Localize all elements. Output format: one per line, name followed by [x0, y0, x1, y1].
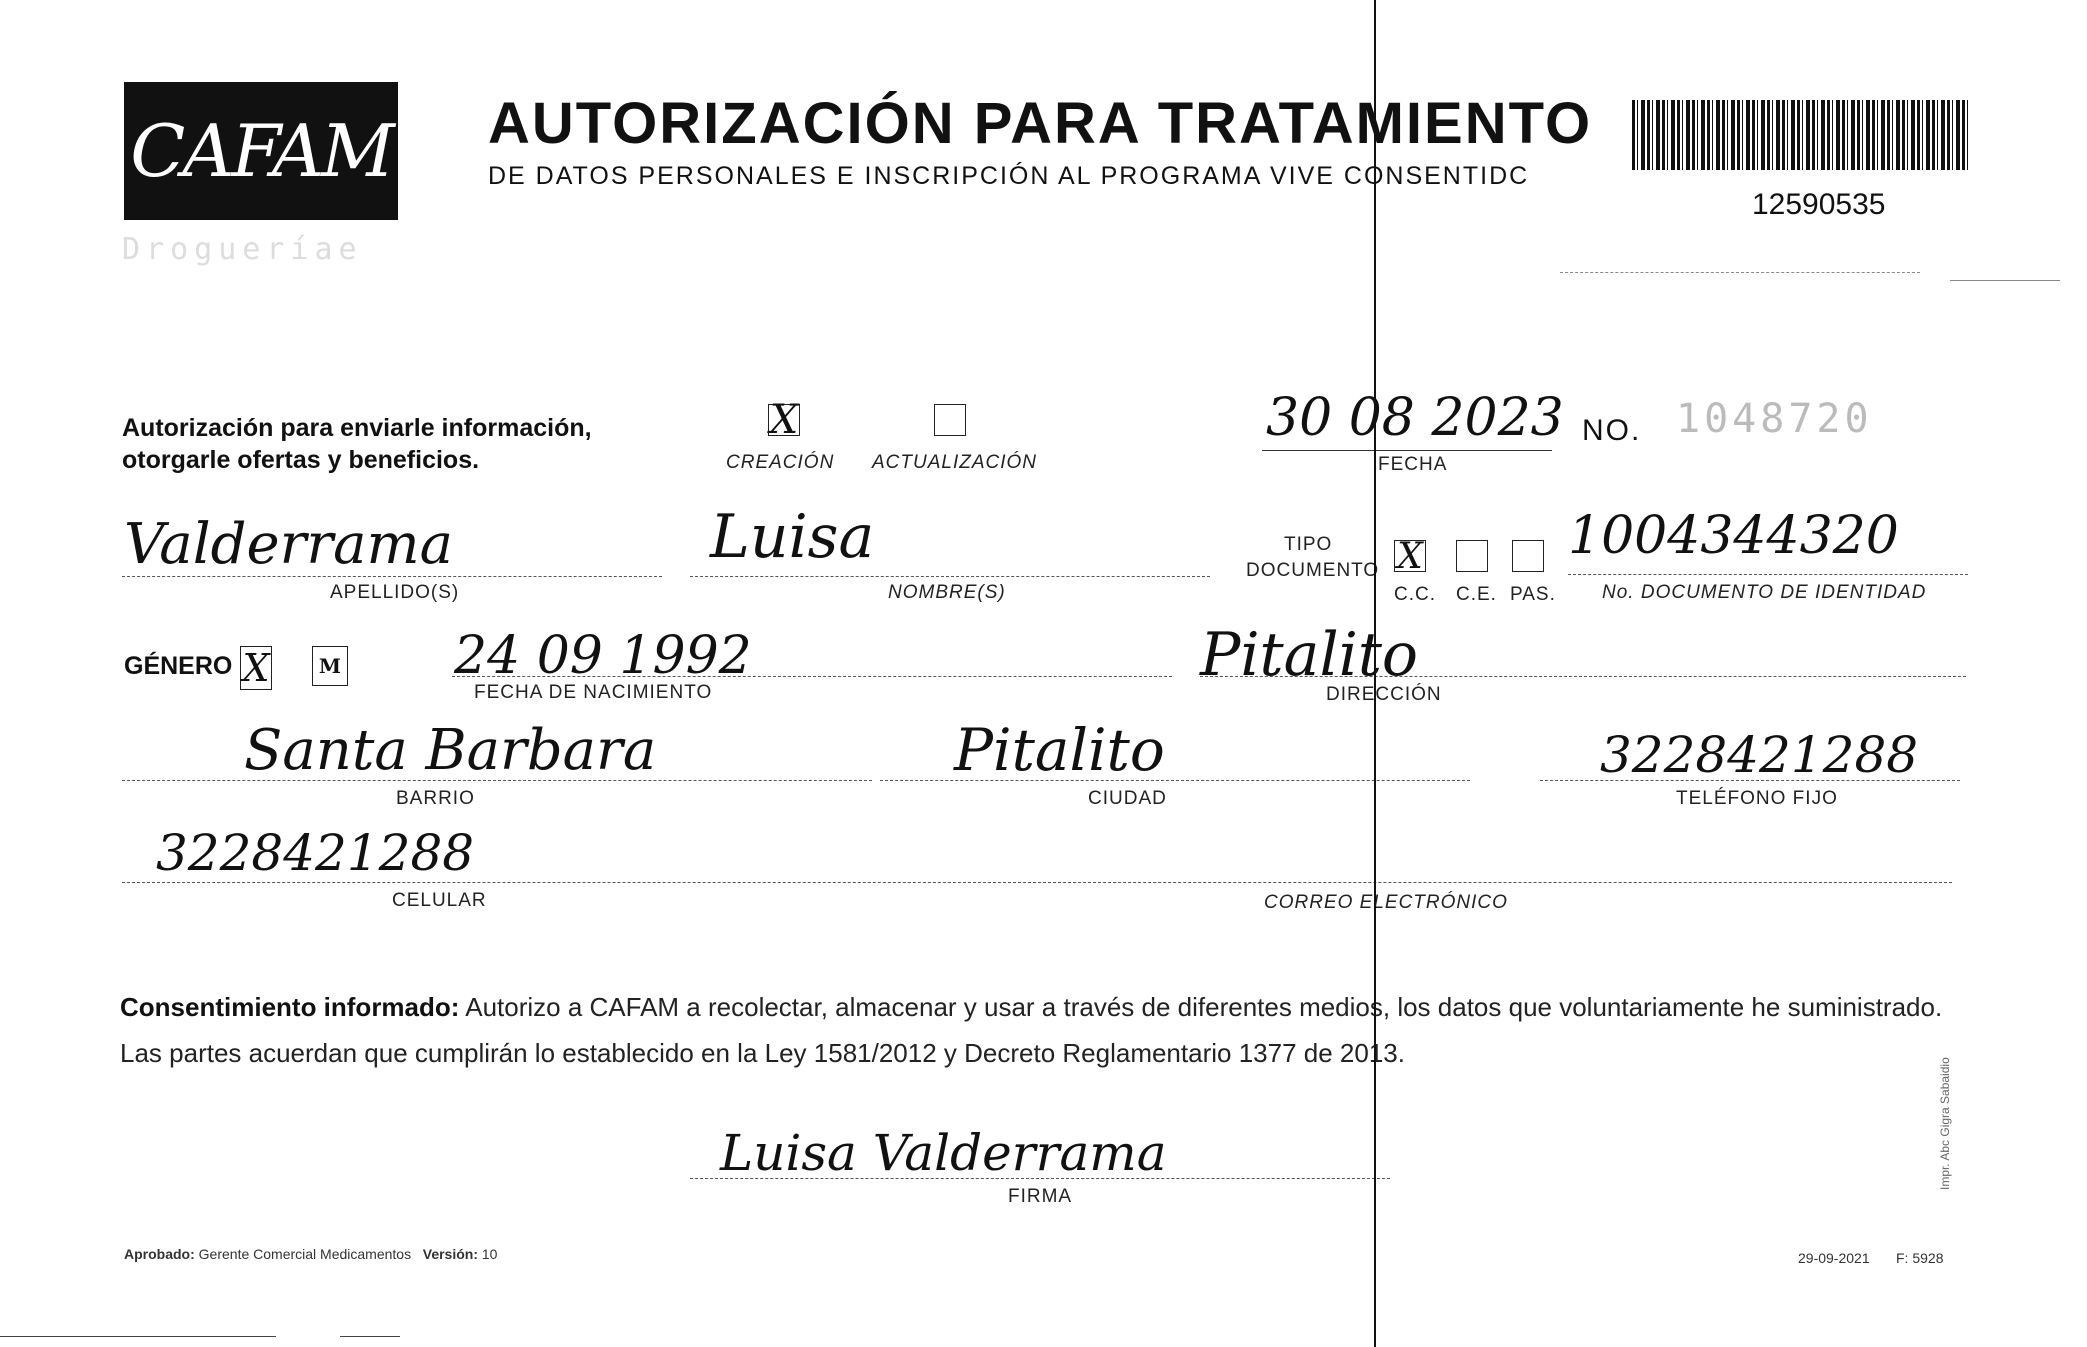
tipo-doc-label-2: DOCUMENTO: [1246, 560, 1380, 581]
barrio-value: Santa Barbara: [244, 718, 657, 783]
document-subtitle: DE DATOS PERSONALES E INSCRIPCIÓN AL PROGRAMA VIVE CONSENTIDC: [488, 162, 1530, 190]
celular-correo-line: [122, 882, 1952, 883]
creacion-mark: X: [769, 397, 799, 443]
footer-approved: [124, 1246, 497, 1262]
auth-text-line1: Autorización para enviarle información,: [122, 414, 592, 442]
logo-text: CAFAM: [130, 109, 392, 193]
direccion-value: Pitalito: [1200, 620, 1419, 690]
genero-f-checkbox[interactable]: [240, 646, 272, 690]
pas-checkbox[interactable]: [1512, 540, 1544, 572]
consent-heading: Consentimiento informado:: [120, 992, 460, 1022]
nacimiento-value: 24 09 1992: [454, 626, 752, 686]
ciudad-value: Pitalito: [954, 716, 1165, 784]
direccion-line: [1200, 676, 1966, 677]
barcode-number: 12590535: [1752, 188, 1886, 221]
barcode: [1632, 100, 1968, 170]
nombre-line: [690, 576, 1210, 577]
pas-label: PAS.: [1510, 584, 1556, 605]
creacion-label: CREACIÓN: [726, 452, 835, 473]
doc-number-label: No. DOCUMENTO DE IDENTIDAD: [1602, 582, 1927, 603]
fecha-line: [1262, 450, 1552, 451]
side-print-text: Impr. Abc Gigra Sabaidio: [1938, 1057, 1952, 1190]
cc-label: C.C.: [1394, 584, 1436, 605]
doc-number-line: [1568, 574, 1968, 575]
cc-mark: X: [1397, 535, 1423, 577]
actualizacion-label: ACTUALIZACIÓN: [872, 452, 1038, 473]
version-label: Versión:: [422, 1246, 478, 1262]
no-value: 1048720: [1676, 396, 1873, 442]
nacimiento-line: [452, 676, 1172, 677]
aprobado-value: Gerente Comercial Medicamentos: [198, 1246, 412, 1262]
scan-rule-2: [340, 1336, 400, 1337]
genero-f-mark: X: [242, 646, 270, 690]
aprobado-label: Aprobado:: [124, 1246, 195, 1262]
consent-paragraph: [120, 984, 1970, 1076]
celular-label: CELULAR: [392, 890, 487, 911]
fecha-value: 30 08 2023: [1266, 388, 1564, 448]
footer-date: 29-09-2021: [1798, 1250, 1870, 1266]
actualizacion-checkbox[interactable]: [934, 404, 966, 436]
scan-rule-1: [0, 1336, 276, 1337]
nacimiento-label: FECHA DE NACIMIENTO: [474, 682, 713, 703]
apellido-line: [122, 576, 662, 577]
doc-number-value: 1004344320: [1568, 506, 1899, 566]
nombre-label: NOMBRE(S): [888, 582, 1006, 603]
fecha-label: FECHA: [1378, 454, 1448, 475]
nombre-value: Luisa: [710, 502, 875, 572]
cafam-logo: [124, 82, 398, 220]
celular-value: 3228421288: [156, 824, 475, 882]
creacion-checkbox[interactable]: [768, 397, 800, 443]
document-title: AUTORIZACIÓN PARA TRATAMIENTO: [488, 91, 1593, 156]
cc-checkbox[interactable]: [1394, 535, 1426, 577]
telefono-label: TELÉFONO FIJO: [1676, 788, 1838, 809]
ce-label: C.E.: [1456, 584, 1497, 605]
no-label: NO.: [1582, 414, 1642, 447]
auth-text-line2: otorgarle ofertas y beneficios.: [122, 446, 480, 474]
signature-label: FIRMA: [1008, 1186, 1073, 1207]
consent-text: Autorizo a CAFAM a recolectar, almacenar y usar a través de diferentes medios, los datos que voluntariamente he suministrado. Las partes acuerdan que cumplirán lo establecido en la Ley 1581/2012 y Decreto Reglamentario 1377 de 2013.: [120, 992, 1943, 1068]
direccion-label: DIRECCIÓN: [1326, 684, 1442, 705]
signature-value: Luisa Valderrama: [720, 1124, 1167, 1182]
barrio-label: BARRIO: [396, 788, 475, 809]
tipo-doc-label-1: TIPO: [1284, 534, 1333, 555]
header-rule: [1560, 272, 1920, 273]
logo-subtitle: Drogueríae: [122, 232, 363, 267]
genero-m-checkbox[interactable]: [312, 646, 348, 686]
telefono-line: [1540, 780, 1960, 781]
footer-code: F: 5928: [1896, 1250, 1944, 1266]
genero-label: GÉNERO: [124, 652, 233, 680]
genero-m-label: M: [318, 654, 342, 678]
apellido-value: Valderrama: [124, 512, 453, 577]
apellido-label: APELLIDO(S): [330, 582, 460, 603]
scan-fold-line: [1374, 0, 1376, 1347]
barrio-line: [122, 780, 872, 781]
signature-line: [690, 1178, 1390, 1179]
ciudad-line: [880, 780, 1470, 781]
version-value: 10: [481, 1246, 498, 1262]
telefono-value: 3228421288: [1600, 726, 1919, 784]
header-rule-2: [1950, 280, 2060, 281]
ciudad-label: CIUDAD: [1088, 788, 1167, 809]
correo-label: CORREO ELECTRÓNICO: [1264, 892, 1508, 913]
ce-checkbox[interactable]: [1456, 540, 1488, 572]
